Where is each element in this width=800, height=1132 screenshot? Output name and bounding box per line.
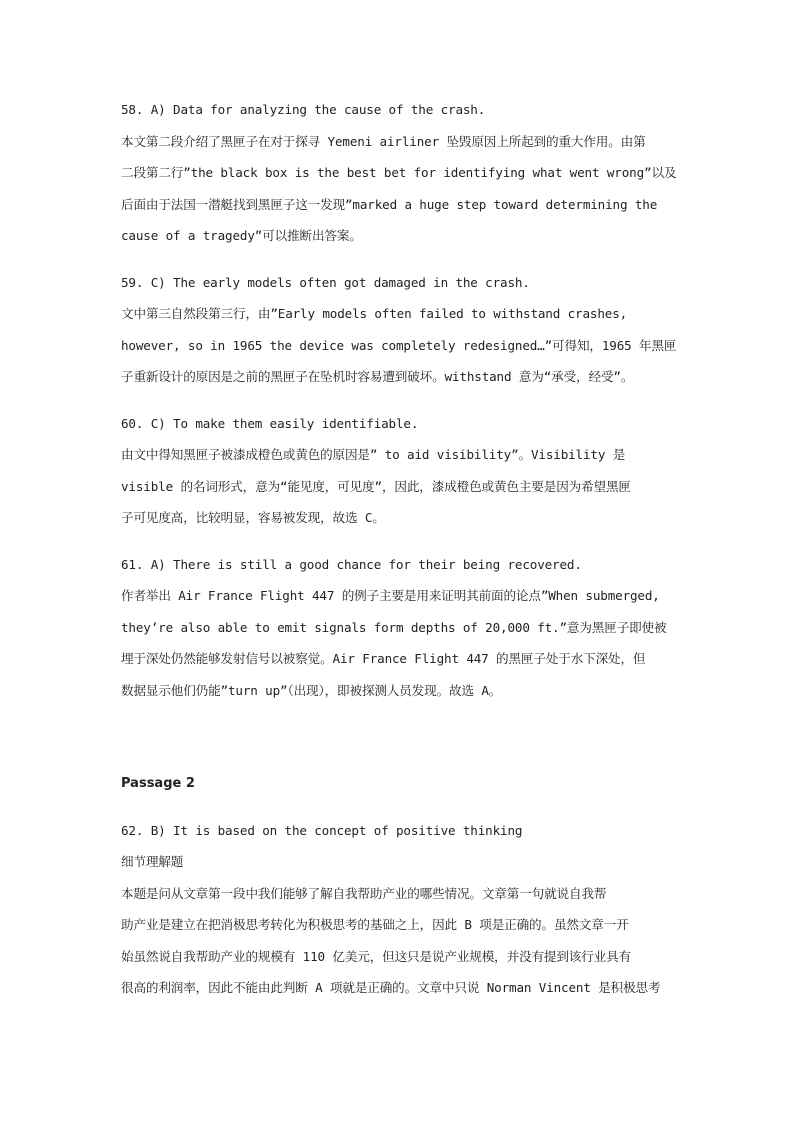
question-60 — [121, 408, 681, 534]
explanation-line: 本题是问从文章第一段中我们能够了解自我帮助产业的哪些情况。文章第一句就说自我帮 — [121, 885, 607, 901]
passage-heading: Passage 2 — [121, 776, 195, 791]
explanation-line: however, so in 1965 the device was completely redesigned…”可得知，1965 年黑匣 — [121, 337, 677, 353]
explanation-line: cause of a tragedy”可以推断出答案。 — [121, 228, 362, 243]
spacer — [121, 534, 681, 549]
question-62 — [121, 815, 681, 1004]
answer-line: 58. A) Data for analyzing the cause of the crash. — [121, 102, 486, 117]
explanation-line: 本文第二段介绍了黑匣子在对于探寻 Yemeni airliner 坠毁原因上所起到的重大作用。由第 — [121, 133, 646, 149]
answer-line: 60. C) To make them easily identifiable. — [121, 415, 419, 431]
explanation-line: 很高的利润率，因此不能由此判断 A 项就是正确的。文章中只说 Norman Vincent 是积极思考 — [121, 980, 661, 995]
answer-line: 61. A) There is still a good chance for their being recovered. — [121, 556, 582, 572]
spacer — [121, 393, 681, 408]
spacer — [121, 706, 681, 768]
question-type-label: 细节理解题 — [121, 854, 184, 869]
explanation-line: 作者举出 Air France Flight 447 的例子主要是用来证明其前面的论点”When submerged, — [121, 588, 660, 603]
explanation-line: they’re also able to emit signals form depths of 20,000 ft.”意为黑匣子即使被 — [121, 619, 667, 635]
explanation-line: 文中第三自然段第三行，由”Early models often failed to withstand crashes, — [121, 306, 628, 321]
explanation-line: 二段第二行”the black box is the best bet for identifying what went wrong”以及 — [121, 165, 677, 180]
question-61 — [121, 549, 681, 707]
question-59 — [121, 267, 681, 393]
explanation-line: 助产业是建立在把消极思考转化为积极思考的基础之上，因此 B 项是正确的。虽然文章一开 — [121, 917, 629, 932]
explanation-line: 后面由于法国一潜艇找到黑匣子这一发现”marked a huge step toward determining the — [121, 196, 658, 212]
spacer — [121, 252, 681, 267]
spacer — [121, 800, 681, 815]
question-58 — [121, 94, 681, 252]
explanation-line: 子可见度高，比较明显，容易被发现，故选 C。 — [121, 510, 385, 525]
explanation-line: 始虽然说自我帮助产业的规模有 110 亿美元，但这只是说产业规模，并没有提到该行业具有 — [121, 948, 632, 964]
explanation-line: 子重新设计的原因是之前的黑匣子在坠机时容易遭到破坏。withstand 意为“承受，经受”。 — [121, 369, 634, 384]
answer-line: 59. C) The early models often got damaged in the crash. — [121, 274, 530, 290]
explanation-line: 埋于深处仍然能够发射信号以被察觉。Air France Flight 447 的黑匣子处于水下深处，但 — [121, 651, 646, 666]
answer-line: 62. B) It is based on the concept of positive thinking — [121, 822, 523, 838]
answer-explanations — [121, 94, 681, 1004]
explanation-line: 由文中得知黑匣子被漆成橙色或黄色的原因是” to aid visibility”。Visibility 是 — [121, 447, 626, 462]
explanation-line: 数据显示他们仍能”turn up”（出现），即被探测人员发现。故选 A。 — [121, 682, 502, 698]
explanation-line: visible 的名词形式，意为“能见度，可见度”，因此，漆成橙色或黄色主要是因为希望黑匣 — [121, 478, 631, 494]
